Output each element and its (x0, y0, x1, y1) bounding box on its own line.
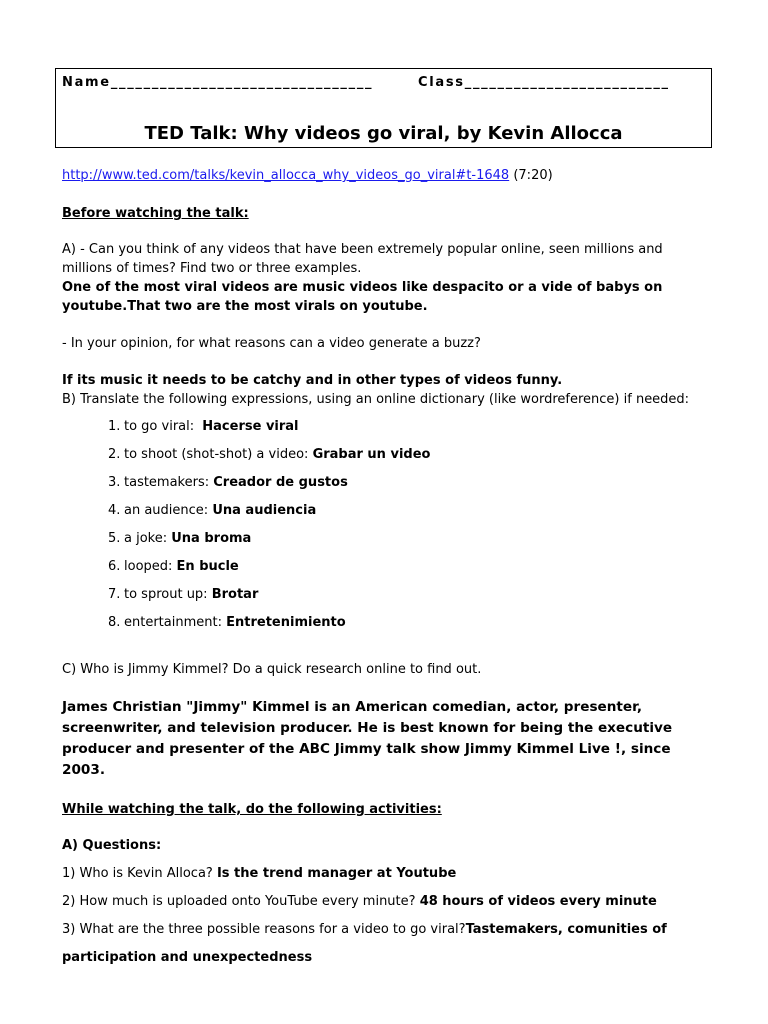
question-answer: Is the trend manager at Youtube (216, 866, 457, 881)
list-item (108, 413, 430, 441)
question-item (62, 888, 710, 916)
list-item-number: 6. (108, 559, 121, 574)
list-item-number: 8. (108, 615, 121, 630)
translation-answer: Hacerse viral (202, 419, 299, 434)
answer-line: youtube.That two are the most virals on youtube. (62, 299, 428, 314)
question-text: 2) How much is uploaded onto YouTube every minute? (62, 894, 416, 909)
question-text-line: millions of times? Find two or three examples. (62, 261, 362, 276)
list-item (108, 497, 430, 525)
question-item (62, 860, 710, 888)
question-text: 1) Who is Kevin Alloca? (62, 866, 213, 881)
answer-line: If its music it needs to be catchy and in other types of videos funny. (62, 373, 563, 388)
answer-line: One of the most viral videos are music videos like despacito or a vide of babys on (62, 280, 663, 295)
translation-list (108, 413, 430, 637)
question-answer: Tastemakers, comunities of participation and unexpectedness (62, 922, 667, 965)
question-item (62, 916, 710, 972)
term-label: to go viral: (124, 419, 195, 434)
term-label: a joke: (124, 531, 168, 546)
question-text-line: A) - Can you think of any videos that have been extremely popular online, seen millions and (62, 242, 663, 257)
buzz-answer-and-b-block (62, 371, 689, 409)
answer-line: James Christian "Jimmy" Kimmel is an American comedian, actor, presenter, (62, 699, 643, 715)
list-item-number: 3. (108, 475, 121, 490)
question-a-block (62, 240, 663, 316)
term-label: to shoot (shot-shot) a video: (124, 447, 309, 462)
list-item (108, 469, 430, 497)
list-item-number: 5. (108, 531, 121, 546)
question-c-text: C) Who is Jimmy Kimmel? Do a quick research online to find out. (62, 662, 482, 677)
list-item (108, 581, 430, 609)
questions-list (62, 860, 710, 972)
term-label: looped: (124, 559, 173, 574)
question-text: 3) What are the three possible reasons for a video to go viral? (62, 922, 466, 937)
list-item-number: 1. (108, 419, 121, 434)
list-item-number: 4. (108, 503, 121, 518)
answer-line: screenwriter, and television producer. He is best known for being the executive (62, 720, 673, 736)
translation-answer: Una broma (171, 531, 252, 546)
question-answer: 48 hours of videos every minute (419, 894, 657, 909)
list-item (108, 609, 430, 637)
list-item (108, 553, 430, 581)
while-watching-heading: While watching the talk, do the following activities: (62, 802, 442, 817)
translation-answer: Entretenimiento (226, 615, 346, 630)
link-line (62, 166, 553, 185)
list-item (108, 525, 430, 553)
page-title: TED Talk: Why videos go viral, by Kevin Allocca (144, 123, 623, 144)
list-item-number: 7. (108, 587, 121, 602)
before-watching-heading: Before watching the talk: (62, 206, 249, 221)
term-label: entertainment: (124, 615, 222, 630)
list-item (108, 441, 430, 469)
translation-answer: Una audiencia (212, 503, 317, 518)
question-buzz-text: - In your opinion, for what reasons can a video generate a buzz? (62, 336, 481, 351)
header-box (55, 68, 712, 148)
term-label: an audience: (124, 503, 209, 518)
question-b-instruction: B) Translate the following expressions, using an online dictionary (like wordreference) if needed: (62, 392, 690, 407)
term-label: tastemakers: (124, 475, 210, 490)
term-label: to sprout up: (124, 587, 208, 602)
answer-line: 2003. (62, 762, 105, 778)
list-item-number: 2. (108, 447, 121, 462)
translation-answer: Brotar (211, 587, 259, 602)
answer-line: producer and presenter of the ABC Jimmy talk show Jimmy Kimmel Live !, since (62, 741, 671, 757)
class-field: Class_________________________ (418, 75, 670, 90)
translation-answer: Creador de gustos (213, 475, 348, 490)
video-duration: (7:20) (513, 168, 553, 183)
translation-answer: En bucle (176, 559, 239, 574)
jimmy-kimmel-answer (62, 697, 672, 781)
ted-talk-link[interactable]: http://www.ted.com/talks/kevin_allocca_why_videos_go_viral#t-1648 (62, 168, 510, 183)
questions-subheading: A) Questions: (62, 838, 162, 853)
name-field: Name________________________________ (62, 75, 374, 90)
translation-answer: Grabar un video (312, 447, 431, 462)
